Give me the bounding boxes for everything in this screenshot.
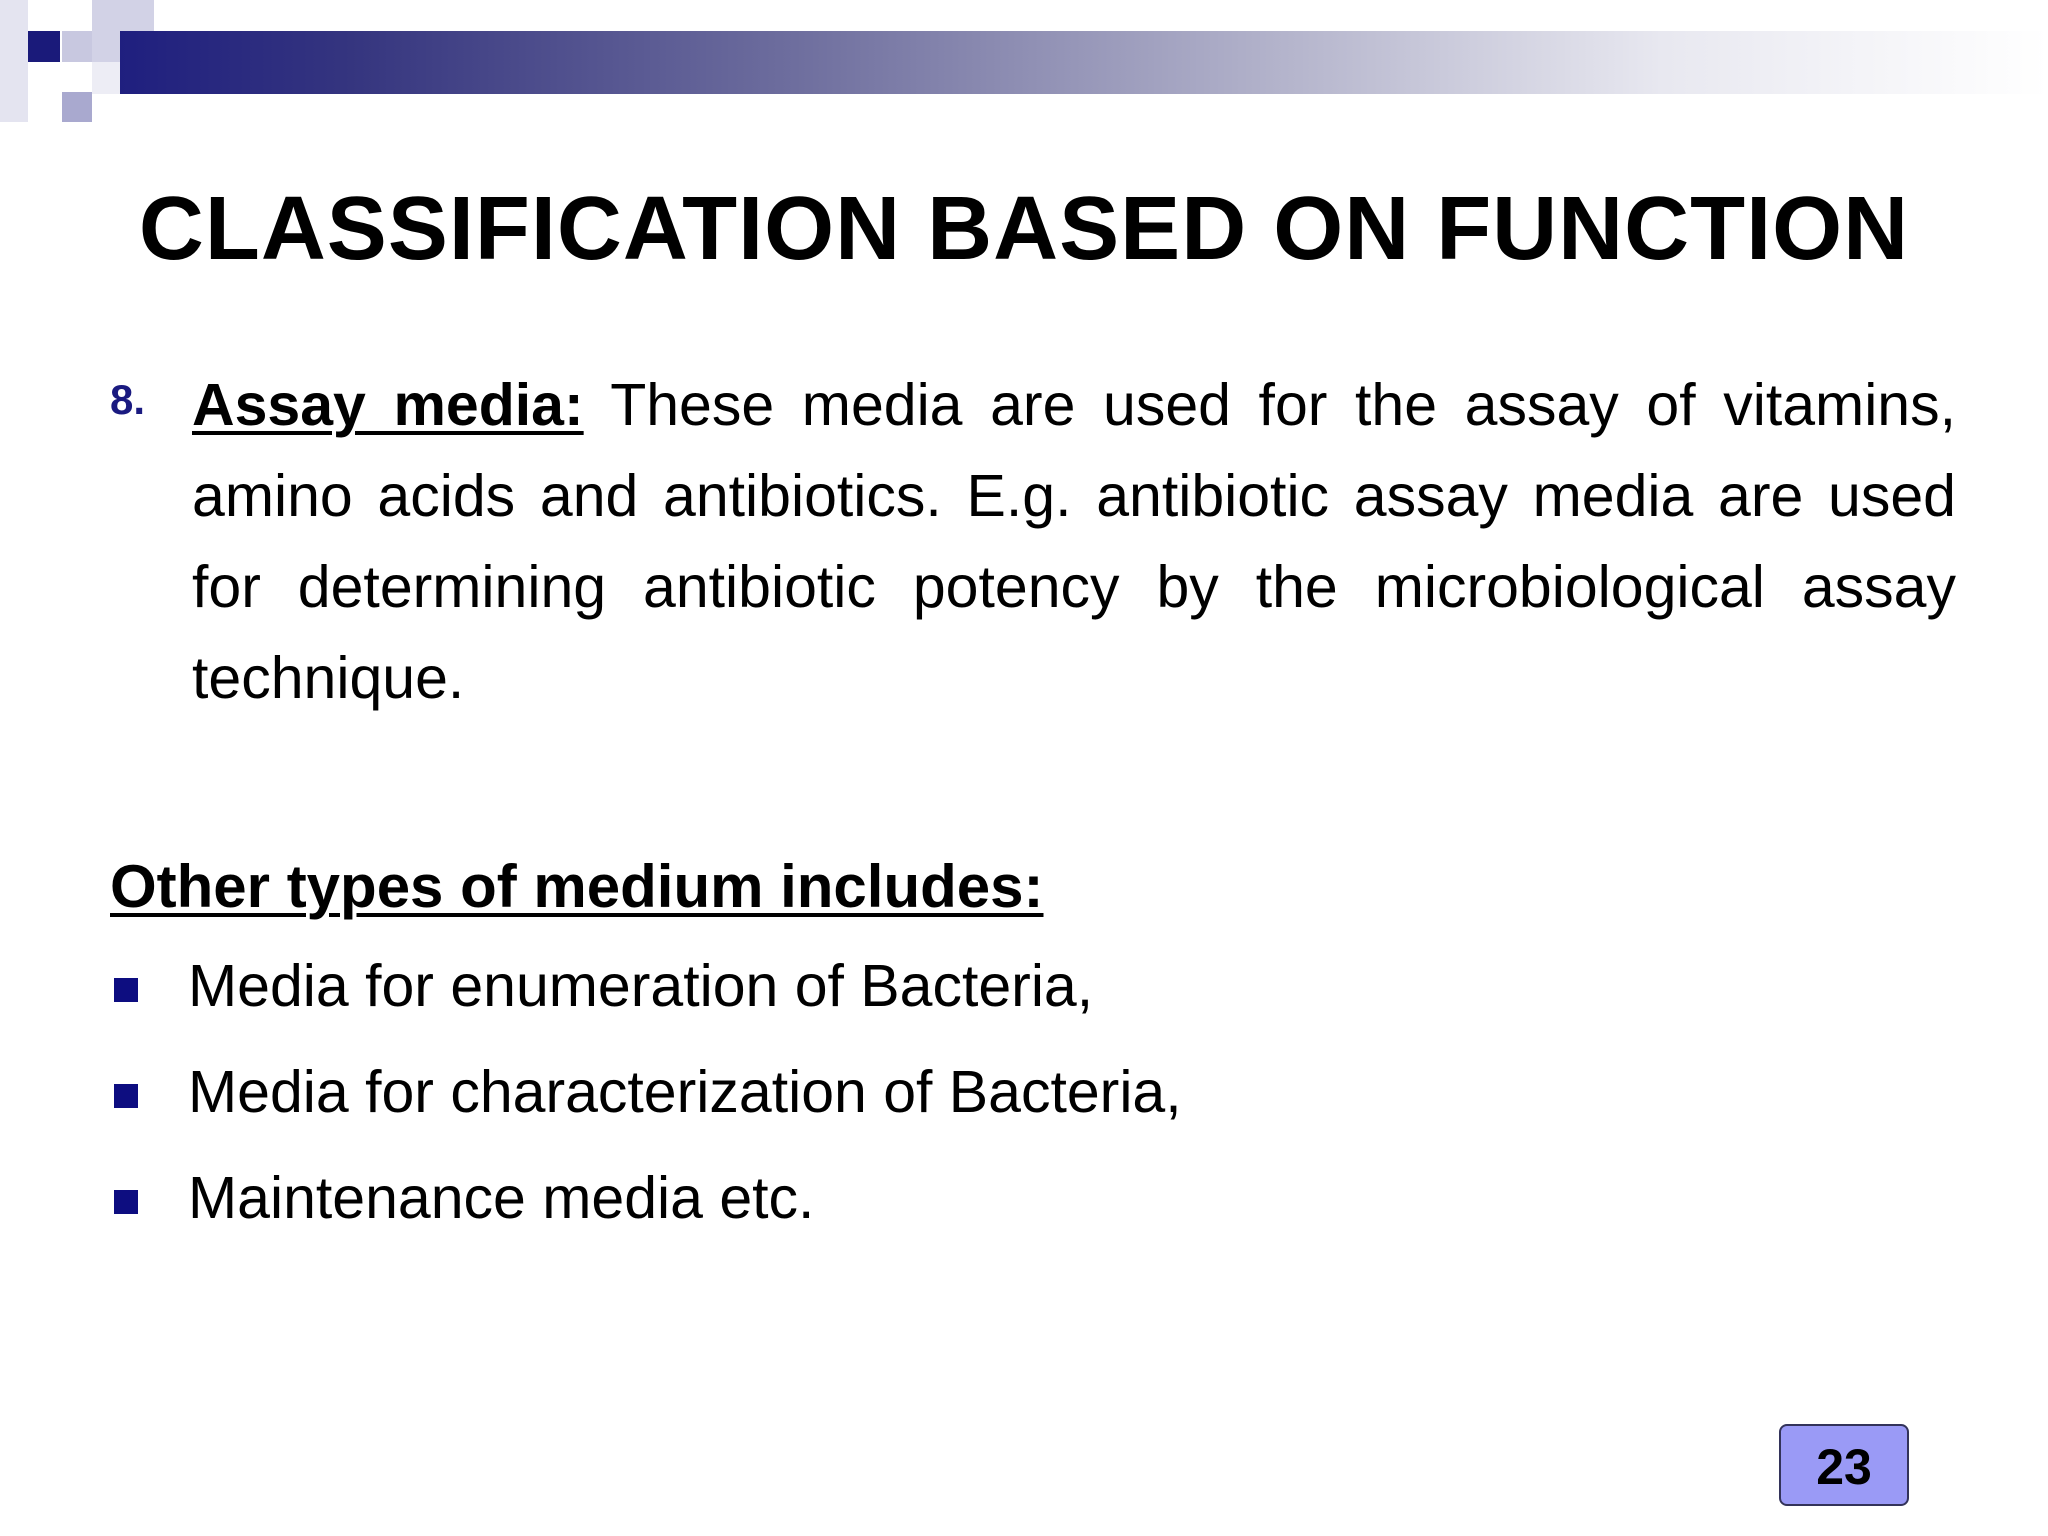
decor-square — [92, 62, 122, 94]
bullet-text: Maintenance media etc. — [188, 1165, 815, 1231]
item-body: These media are used for the assay of vitamins, amino acids and antibiotics. E.g. antibiotic assay media are used for determining antibiotic potency by the microbiological assay technique. — [192, 372, 1957, 711]
page-number-badge: 23 — [1779, 1424, 1909, 1506]
subheading: Other types of medium includes: — [110, 853, 1044, 920]
decor-square — [62, 31, 92, 62]
item-paragraph — [192, 360, 1956, 724]
decor-square — [28, 31, 60, 62]
square-bullet-icon — [114, 1190, 138, 1214]
item-number: 8. — [110, 376, 146, 423]
slide-title: CLASSIFICATION BASED ON FUNCTION — [138, 179, 1910, 279]
header-gradient-bar — [120, 31, 2048, 94]
bullet-text: Media for characterization of Bacteria, — [188, 1059, 1182, 1125]
decor-square — [0, 0, 28, 122]
item-lead: Assay media: — [192, 372, 584, 438]
square-bullet-icon — [114, 978, 138, 1002]
square-bullet-icon — [114, 1084, 138, 1108]
decor-square — [62, 92, 92, 122]
bullet-text: Media for enumeration of Bacteria, — [188, 953, 1094, 1019]
